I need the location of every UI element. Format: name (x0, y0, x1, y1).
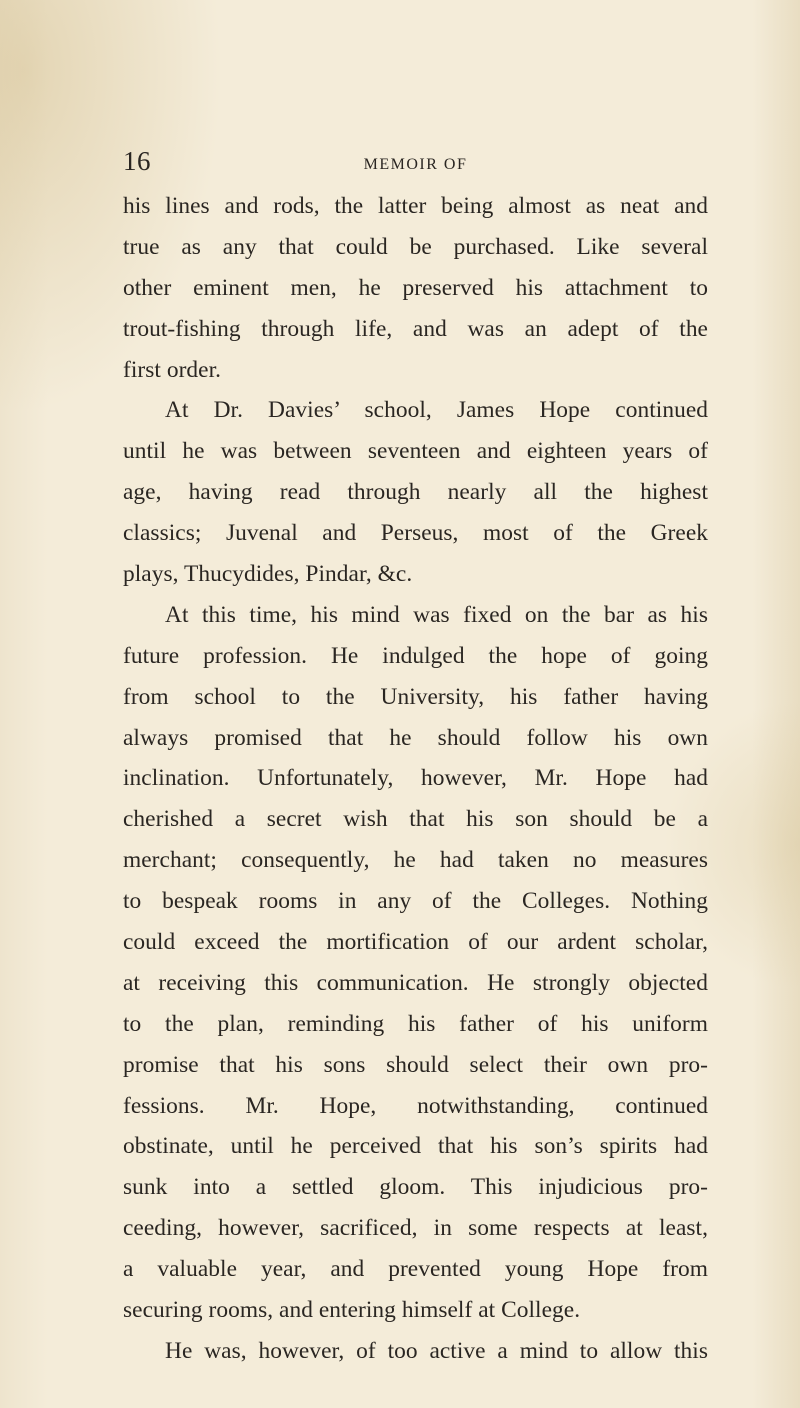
text-line: true as any that could be purchased. Like several (123, 233, 708, 260)
text-line: At this time, his mind was fixed on the bar as his (165, 601, 708, 628)
text-line: until he was between seventeen and eighteen years of (123, 438, 708, 465)
text-line: other eminent men, he preserved his attachment to (123, 274, 708, 301)
text-line: merchant; consequently, he had taken no measures (123, 847, 708, 874)
text-line: plays, Thucydides, Pindar, &c. (123, 561, 413, 588)
text-line: at receiving this communication. He strongly objected (123, 969, 708, 996)
text-line: inclination. Unfortunately, however, Mr. Hope had (123, 765, 708, 792)
text-line: ceeding, however, sacrificed, in some respects at least, (123, 1215, 708, 1242)
text-line: At Dr. Davies’ school, James Hope continued (165, 397, 708, 424)
page-number: 16 (123, 146, 151, 176)
text-line: his lines and rods, the latter being almost as neat and (123, 193, 708, 219)
text-line: age, having read through nearly all the highest (123, 479, 708, 506)
text-line: always promised that he should follow his own (123, 724, 708, 751)
text-line: future profession. He indulged the hope of going (123, 642, 708, 669)
text-line: could exceed the mortification of our ardent scholar, (123, 929, 708, 956)
text-line: securing rooms, and entering himself at College. (123, 1297, 581, 1324)
text-line: trout-fishing through life, and was an adept of the (123, 315, 708, 342)
text-line: to bespeak rooms in any of the Colleges. Nothing (123, 888, 708, 915)
text-line: promise that his sons should select their own pro- (123, 1051, 708, 1078)
text-line: a valuable year, and prevented young Hope from (123, 1256, 708, 1283)
text-line: obstinate, until he perceived that his son’s spirits had (123, 1133, 708, 1160)
text-line: He was, however, of too active a mind to allow this (165, 1337, 708, 1364)
body-text (123, 186, 708, 1372)
text-line: classics; Juvenal and Perseus, most of the Greek (123, 520, 708, 547)
running-head (123, 146, 708, 180)
text-line: cherished a secret wish that his son should be a (123, 806, 708, 833)
text-line: sunk into a settled gloom. This injudicious pro- (123, 1174, 708, 1201)
text-line: to the plan, reminding his father of his uniform (123, 1010, 708, 1037)
running-title: MEMOIR OF (363, 156, 468, 173)
text-line: from school to the University, his father having (123, 683, 708, 710)
text-line: first order. (123, 356, 222, 383)
text-line: fessions. Mr. Hope, notwithstanding, continued (123, 1092, 708, 1119)
